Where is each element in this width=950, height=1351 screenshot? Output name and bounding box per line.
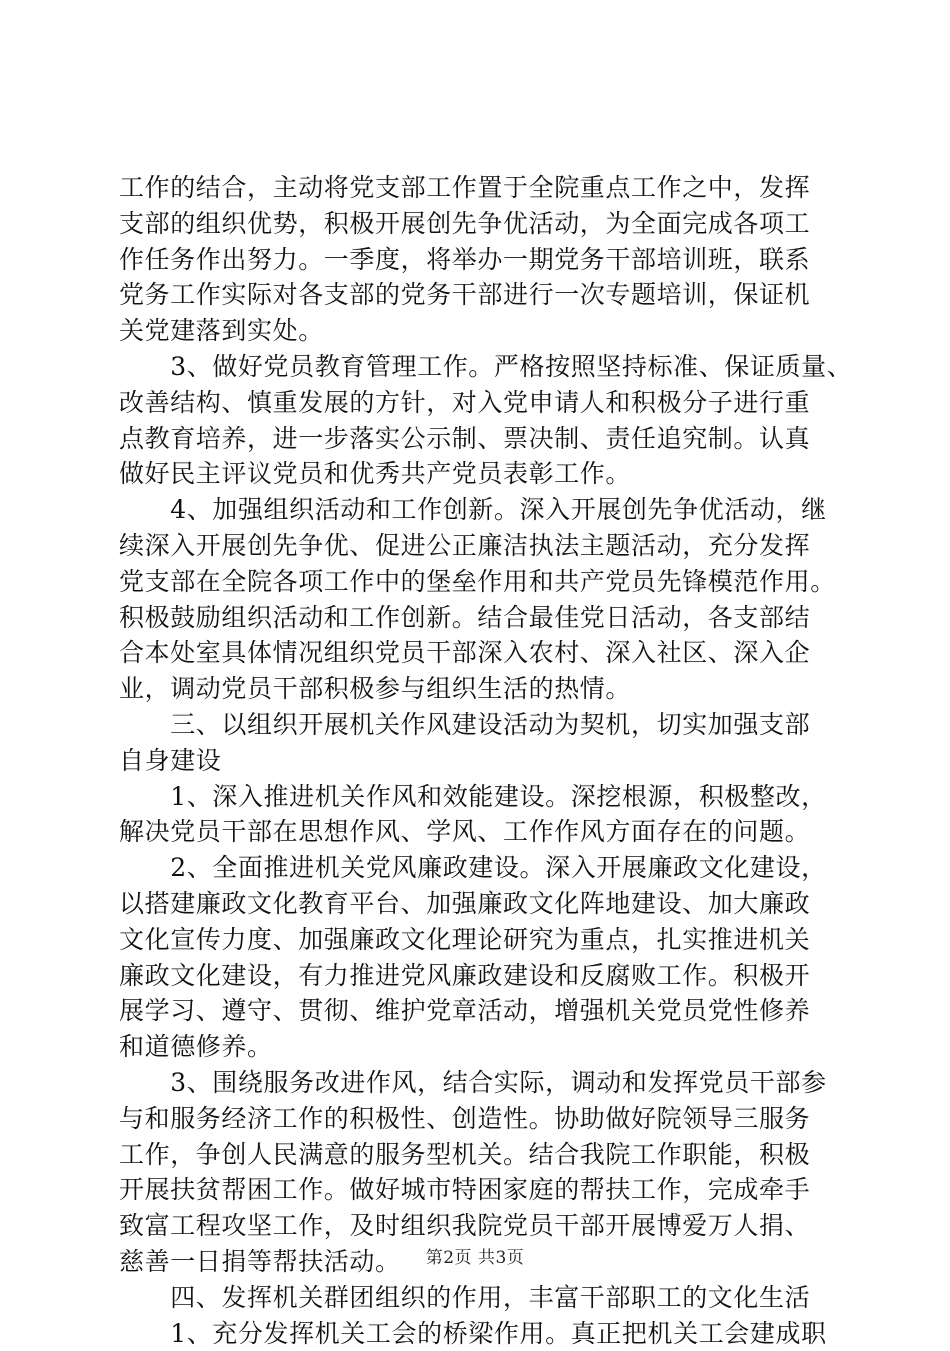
- text-line: 自身建设: [119, 743, 854, 779]
- text-line: 3、围绕服务改进作风，结合实际，调动和发挥党员干部参: [119, 1065, 854, 1101]
- text-line: 三、以组织开展机关作风建设活动为契机，切实加强支部: [119, 707, 854, 743]
- text-line: 工作的结合，主动将党支部工作置于全院重点工作之中，发挥: [119, 170, 854, 206]
- text-line: 3、做好党员教育管理工作。严格按照坚持标准、保证质量、: [119, 349, 854, 385]
- text-line: 廉政文化建设，有力推进党风廉政建设和反腐败工作。积极开: [119, 958, 854, 994]
- text-line: 2、全面推进机关党风廉政建设。深入开展廉政文化建设，: [119, 850, 854, 886]
- text-line: 作任务作出努力。一季度，将举办一期党务干部培训班，联系: [119, 242, 854, 278]
- text-line: 党务工作实际对各支部的党务干部进行一次专题培训，保证机: [119, 277, 854, 313]
- text-line: 关党建落到实处。: [119, 313, 854, 349]
- text-line: 解决党员干部在思想作风、学风、工作作风方面存在的问题。: [119, 814, 854, 850]
- text-line: 1、充分发挥机关工会的桥梁作用。真正把机关工会建成职: [119, 1316, 854, 1351]
- text-line: 慈善一日捐等帮扶活动。: [119, 1244, 854, 1280]
- page-footer: 第2页 共3页: [0, 1243, 950, 1268]
- text-line: 改善结构、慎重发展的方针，对入党申请人和积极分子进行重: [119, 385, 854, 421]
- text-line: 以搭建廉政文化教育平台、加强廉政文化阵地建设、加大廉政: [119, 886, 854, 922]
- text-line: 1、深入推进机关作风和效能建设。深挖根源，积极整改，: [119, 779, 854, 815]
- text-line: 开展扶贫帮困工作。做好城市特困家庭的帮扶工作，完成牵手: [119, 1172, 854, 1208]
- text-line: 党支部在全院各项工作中的堡垒作用和共产党员先锋模范作用。: [119, 564, 854, 600]
- text-line: 点教育培养，进一步落实公示制、票决制、责任追究制。认真: [119, 421, 854, 457]
- text-line: 和道德修养。: [119, 1029, 854, 1065]
- text-line: 积极鼓励组织活动和工作创新。结合最佳党日活动，各支部结: [119, 600, 854, 636]
- text-line: 致富工程攻坚工作，及时组织我院党员干部开展博爱万人捐、: [119, 1208, 854, 1244]
- text-line: 工作，争创人民满意的服务型机关。结合我院工作职能，积极: [119, 1137, 854, 1173]
- text-line: 四、发挥机关群团组织的作用，丰富干部职工的文化生活: [119, 1280, 854, 1316]
- text-line: 做好民主评议党员和优秀共产党员表彰工作。: [119, 456, 854, 492]
- text-line: 与和服务经济工作的积极性、创造性。协助做好院领导三服务: [119, 1101, 854, 1137]
- text-line: 支部的组织优势，积极开展创先争优活动，为全面完成各项工: [119, 206, 854, 242]
- document-body: [119, 170, 854, 1351]
- text-line: 合本处室具体情况组织党员干部深入农村、深入社区、深入企: [119, 635, 854, 671]
- text-line: 展学习、遵守、贯彻、维护党章活动，增强机关党员党性修养: [119, 993, 854, 1029]
- text-line: 续深入开展创先争优、促进公正廉洁执法主题活动，充分发挥: [119, 528, 854, 564]
- text-line: 文化宣传力度、加强廉政文化理论研究为重点，扎实推进机关: [119, 922, 854, 958]
- text-line: 业，调动党员干部积极参与组织生活的热情。: [119, 671, 854, 707]
- text-line: 4、加强组织活动和工作创新。深入开展创先争优活动，继: [119, 492, 854, 528]
